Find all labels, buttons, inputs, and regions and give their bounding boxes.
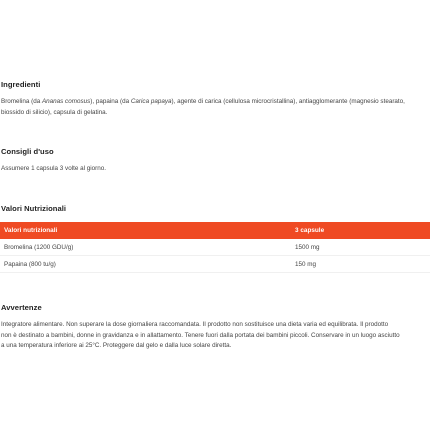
ingredients-text-part-2: ), papaina (da: [90, 98, 131, 105]
ingredients-text-line-2: biossido di silicio), capsula di gelatina.: [1, 108, 108, 116]
usage-text: Assumere 1 capsula 3 volte al giorno.: [1, 165, 107, 172]
warnings-text-line-3: a una temperatura inferiore ai 25°C. Proteggere dal gelo e dalla luce solare diretta.: [1, 342, 232, 349]
ingredients-text-part-1: Bromelina (da: [1, 98, 42, 105]
nutrient-value: 1500 mg: [295, 244, 320, 251]
nutrition-col-name-header: Valori nutrizionali: [4, 227, 58, 234]
warnings-heading: Avvertenze: [1, 303, 42, 312]
nutrient-name: Bromelina (1200 GDU/g): [4, 244, 74, 251]
ingredients-text-part-3: ), agente di carica (cellulosa microcristallina), antiagglomerante (magnesio stearato,: [171, 98, 405, 105]
nutrition-heading: Valori Nutrizionali: [1, 204, 67, 213]
nutrition-col-value-header: 3 capsule: [295, 227, 325, 234]
nutrient-value: 150 mg: [295, 261, 317, 268]
ingredients-latin-name-2: Carica papaya: [130, 98, 172, 105]
usage-heading: Consigli d'uso: [1, 147, 54, 156]
ingredients-heading: Ingredienti: [1, 80, 41, 89]
ingredients-text-line-1: [1, 97, 405, 108]
warnings-text-line-2: non è destinato a bambini, donne in gravidanza e in allattamento. Tenere fuori dalla portata dei bambini piccoli. Conservare in un luogo asciutto: [1, 331, 400, 339]
table-row: [0, 239, 430, 256]
table-row: [0, 256, 430, 273]
warnings-text-line-1: Integratore alimentare. Non superare la dose giornaliera raccomandata. Il prodotto non sostituisce una dieta varia ed equilibrata. Il prodotto: [1, 321, 389, 328]
nutrient-name: Papaina (800 tu/g): [4, 261, 56, 268]
ingredients-latin-name-1: Ananas comosus: [41, 98, 91, 105]
nutrition-table-header: [0, 222, 430, 239]
nutrition-table: [0, 222, 430, 273]
